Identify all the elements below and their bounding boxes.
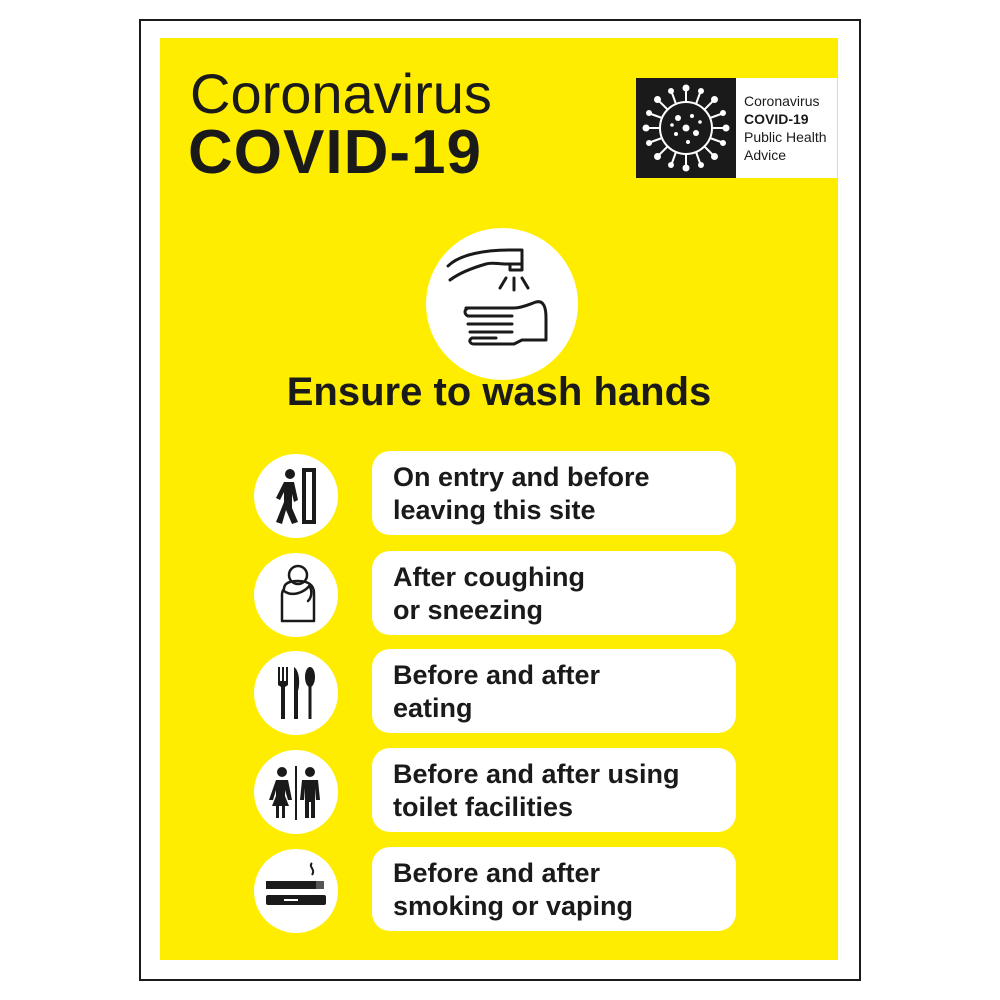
instruction-line-2: or sneezing — [393, 595, 544, 625]
heading-coronavirus: Coronavirus — [190, 62, 492, 125]
toilet-icon — [254, 750, 338, 834]
door-entry-icon — [254, 454, 338, 538]
instruction-line-1: On entry and before — [393, 462, 650, 492]
instruction-line-2: toilet facilities — [393, 792, 574, 822]
instruction-line-2: leaving this site — [393, 495, 596, 525]
instruction-item — [372, 551, 736, 635]
badge-line-covid19: COVID-19 — [744, 111, 809, 127]
virus-icon — [636, 78, 736, 178]
badge-text — [744, 92, 827, 164]
smoking-vaping-icon — [254, 849, 338, 933]
cutlery-icon — [254, 651, 338, 735]
instruction-line-2: smoking or vaping — [393, 891, 634, 921]
instruction-item — [372, 649, 736, 733]
instruction-line-2: eating — [393, 693, 473, 723]
hand-washing-icon — [426, 228, 578, 380]
instruction-line-1: Before and after — [393, 858, 601, 888]
instruction-item — [372, 748, 736, 832]
heading-covid19: COVID-19 — [188, 118, 482, 187]
instruction-item — [372, 451, 736, 535]
badge-line-advice: Advice — [744, 147, 787, 163]
instruction-line-1: Before and after using — [393, 759, 680, 789]
instruction-item — [372, 847, 736, 931]
page-title: Ensure to wash hands — [286, 370, 712, 414]
public-health-badge — [636, 78, 837, 178]
badge-line-coronavirus: Coronavirus — [744, 93, 820, 109]
instruction-line-1: After coughing — [393, 562, 585, 592]
instruction-line-1: Before and after — [393, 660, 601, 690]
cough-sneeze-icon — [254, 553, 338, 637]
badge-line-public-health: Public Health — [744, 129, 827, 145]
